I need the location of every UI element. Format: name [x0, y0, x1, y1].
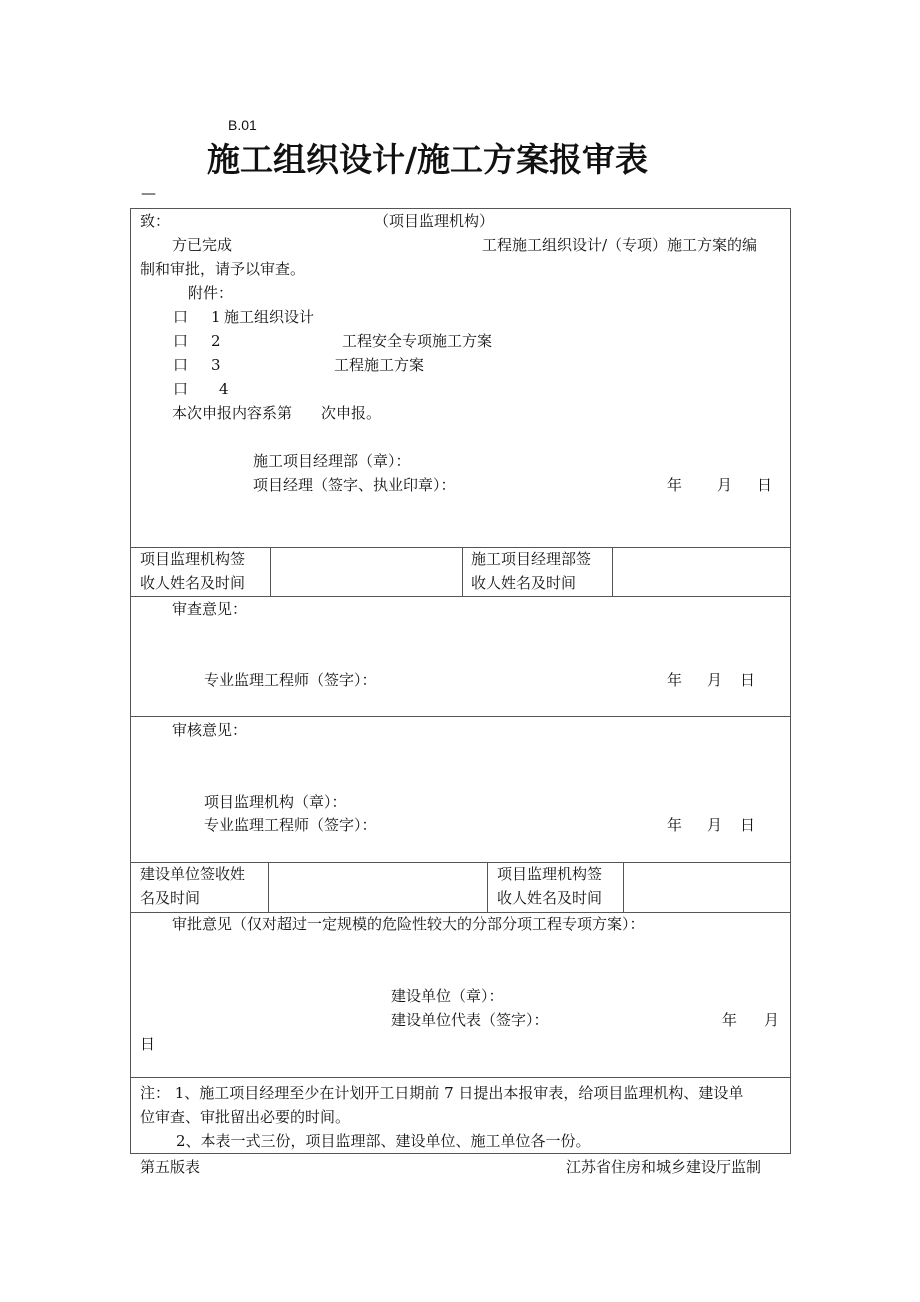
line1a: 方已完成	[172, 236, 233, 254]
to-label: 致：	[140, 212, 171, 230]
divider	[130, 596, 790, 597]
item-text: 工程安全专项施工方案	[342, 332, 493, 350]
day: 日	[757, 476, 773, 494]
sign-label: 名及时间	[140, 889, 201, 907]
sign-label: 收人姓名及时间	[497, 889, 603, 907]
year: 年	[667, 816, 683, 834]
divider	[487, 862, 488, 912]
item-num: 3	[211, 356, 221, 374]
to-org: （项目监理机构）	[374, 212, 495, 230]
year: 年	[667, 671, 683, 689]
note-line: 2、本表一式三份，项目监理部、建设单位、施工单位各一份。	[176, 1132, 591, 1150]
sign-label: 项目监理机构签	[497, 865, 603, 883]
divider	[130, 912, 790, 913]
audit-label: 审核意见：	[172, 721, 248, 739]
month: 月	[764, 1011, 780, 1029]
divider	[130, 1077, 790, 1078]
day: 日	[740, 671, 756, 689]
engineer-sign-label: 专业监理工程师（签字）：	[204, 816, 377, 834]
sign-label: 项目监理机构签	[140, 550, 246, 568]
times-label: 本次申报内容系第	[172, 404, 293, 422]
line2: 制和审批，请予以审查。	[140, 260, 306, 278]
dash-mark: —	[141, 184, 156, 202]
month: 月	[707, 671, 723, 689]
year: 年	[722, 1011, 738, 1029]
divider	[612, 547, 613, 596]
rep-sign-label: 建设单位代表（签字）：	[391, 1011, 549, 1029]
form-code: B.01	[228, 117, 257, 133]
divider	[268, 862, 269, 912]
divider	[130, 547, 790, 548]
sign-label: 建设单位签收姓	[140, 865, 246, 883]
sign-label: 收人姓名及时间	[140, 574, 246, 592]
divider	[270, 547, 271, 596]
attach-label: 附件：	[188, 284, 234, 302]
review-label: 审查意见：	[172, 600, 248, 618]
divider	[130, 862, 790, 863]
checkbox-2[interactable]: 口	[173, 332, 189, 350]
org-seal-label: 项目监理机构（章）：	[204, 793, 347, 811]
page-title: 施工组织设计/施工方案报审表	[207, 140, 649, 179]
checkbox-4[interactable]: 口	[173, 380, 189, 398]
times-label-b: 次申报。	[321, 404, 382, 422]
dept-seal-label: 施工项目经理部（章）：	[253, 452, 411, 470]
engineer-sign-label: 专业监理工程师（签字）：	[204, 671, 377, 689]
sign-label: 收人姓名及时间	[471, 574, 577, 592]
footer-issuer: 江苏省住房和城乡建设厅监制	[566, 1158, 762, 1176]
year: 年	[667, 476, 683, 494]
item-num: 2	[211, 332, 221, 350]
unit-seal-label: 建设单位（章）：	[391, 987, 504, 1005]
day: 日	[740, 816, 756, 834]
divider	[623, 862, 624, 912]
divider	[130, 716, 790, 717]
checkbox-1[interactable]: 口	[173, 308, 189, 326]
month: 月	[717, 476, 733, 494]
note-line: 注： 1、施工项目经理至少在计划开工日期前 7 日提出本报审表，给项目监理机构、建设单	[140, 1084, 744, 1102]
manager-sign-label: 项目经理（签字、执业印章）：	[253, 476, 456, 494]
approve-label: 审批意见（仅对超过一定规模的危险性较大的分部分项工程专项方案）：	[172, 915, 645, 933]
sign-label: 施工项目经理部签	[471, 550, 592, 568]
note-line: 位审查、审批留出必要的时间。	[140, 1108, 351, 1126]
item-text: 工程施工方案	[334, 356, 425, 374]
item-num: 4	[219, 380, 229, 398]
day: 日	[140, 1035, 156, 1053]
divider	[462, 547, 463, 596]
item-num: 1	[211, 308, 221, 326]
footer-edition: 第五版表	[140, 1158, 201, 1176]
item-text: 施工组织设计	[224, 308, 315, 326]
line1b: 工程施工组织设计/（专项）施工方案的编	[482, 236, 758, 254]
month: 月	[707, 816, 723, 834]
checkbox-3[interactable]: 口	[173, 356, 189, 374]
